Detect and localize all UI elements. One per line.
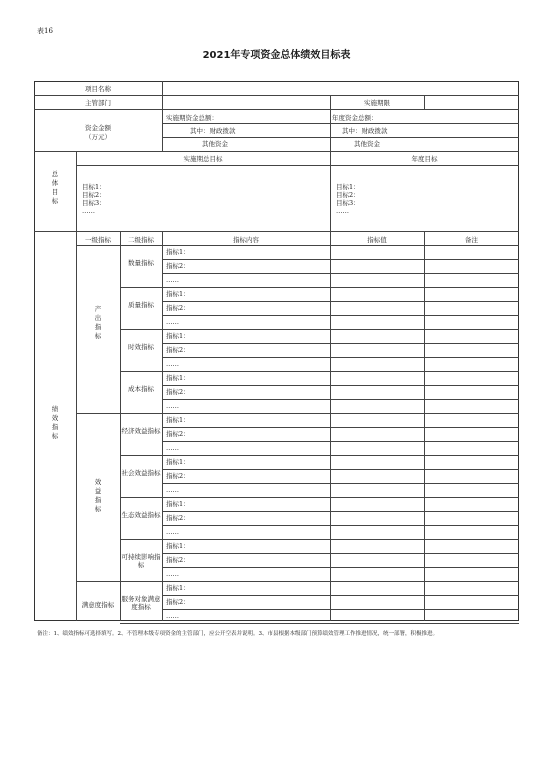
indicator-1: 指标1： [166,542,190,550]
overall-goal-label: 总体目标 [51,170,59,205]
table-rule [120,231,121,621]
indicator-1: 指标1： [166,332,190,340]
table-rule [120,581,519,582]
table-rule [76,165,519,166]
indicator-more: …… [166,612,179,620]
indicator-1: 指标1： [166,374,190,382]
page-title: 2021年专项资金总体绩效目标表 [202,50,351,61]
indicator-more: …… [166,360,179,368]
indicator-more: …… [166,402,179,410]
table-rule [424,231,425,621]
table-rule [76,245,519,246]
table-rule [76,151,77,621]
level2-sustainable: 可持续影响指标 [121,553,161,569]
table-rule [34,151,519,152]
level1-output: 产出指标 [94,305,102,340]
project-name-label: 项目名称 [85,85,111,93]
fiscal-funds-right: 其中：财政拨款 [342,127,388,135]
level2-timeliness: 时效指标 [128,343,154,351]
col-level2: 二级指标 [128,236,154,244]
indicator-2: 指标2： [166,388,190,396]
level2-quality: 质量指标 [128,301,154,309]
target-1: 目标1： [336,183,360,191]
table-rule [330,95,331,151]
indicator-2: 指标2： [166,262,190,270]
perf-indicator-label: 绩效指标 [51,405,59,440]
table-rule [120,287,519,288]
table-rule [162,609,519,610]
funds-unit: （万元） [85,133,111,141]
table-rule [162,81,163,151]
target-more: …… [336,207,349,215]
table-rule [162,231,163,621]
total-funds-year: 年度资金总额： [332,114,378,122]
level2-quantity: 数量指标 [128,259,154,267]
indicator-more: …… [166,276,179,284]
table-rule [162,399,519,400]
col-level1: 一级指标 [85,236,111,244]
table-rule [162,441,519,442]
table-rule [34,109,519,110]
target-2: 目标2： [82,191,106,199]
indicator-2: 指标2： [166,430,190,438]
table-rule [120,329,519,330]
total-funds-period: 实施期资金总额： [166,114,218,122]
table-rule [34,231,519,232]
table-rule [162,483,519,484]
level2-cost: 成本指标 [128,385,154,393]
table-rule [162,511,519,512]
target-3: 目标3： [82,199,106,207]
table-number: 表16 [37,27,53,35]
level2-economic: 经济效益指标 [121,427,161,435]
table-rule [162,525,519,526]
table-rule [162,259,519,260]
indicator-1: 指标1： [166,584,190,592]
table-rule [120,455,519,456]
table-rule [162,385,519,386]
funds-label: 资金金额 [85,124,111,132]
col-content: 指标内容 [233,236,259,244]
table-rule [162,123,519,124]
col-remark: 备注 [465,236,478,244]
table-rule [330,231,331,621]
table-rule [162,301,519,302]
footnote: 备注：1、绩效指标可选择填写。2、不管理本级专项资金的主管部门，应公开空表并说明。3、市县根据本级部门预算绩效管理工作推进情况，统一部署，积极推进。 [37,631,439,637]
level2-social: 社会效益指标 [121,469,161,477]
table-rule [330,151,331,231]
target-2: 目标2： [336,191,360,199]
table-rule [120,413,519,414]
table-rule [34,95,519,96]
indicator-more: …… [166,570,179,578]
indicator-more: …… [166,528,179,536]
indicator-2: 指标2： [166,304,190,312]
table-rule [162,273,519,274]
level1-benefit: 效益指标 [94,478,102,513]
table-rule [424,95,425,109]
table-rule [162,553,519,554]
target-1: 目标1： [82,183,106,191]
level2-service: 服务对象满意度指标 [121,595,161,611]
indicator-2: 指标2： [166,346,190,354]
table-rule [162,137,519,138]
table-rule [120,623,519,624]
indicator-2: 指标2： [166,514,190,522]
target-3: 目标3： [336,199,360,207]
other-funds-left: 其他资金 [202,140,228,148]
indicator-1: 指标1： [166,500,190,508]
table-rule [120,539,519,540]
col-value: 指标值 [367,236,387,244]
period-targets [82,183,106,215]
table-rule [162,357,519,358]
table-rule [120,497,519,498]
indicator-2: 指标2： [166,556,190,564]
indicator-1: 指标1： [166,458,190,466]
table-rule [162,343,519,344]
level1-satisfaction: 满意度指标 [81,601,115,609]
table-rule [162,469,519,470]
indicator-1: 指标1： [166,248,190,256]
target-more: …… [82,207,95,215]
indicator-more: …… [166,486,179,494]
indicator-more: …… [166,318,179,326]
level2-ecological: 生态效益指标 [121,511,161,519]
table-rule [162,567,519,568]
indicator-2: 指标2： [166,472,190,480]
indicator-1: 指标1： [166,290,190,298]
period-goal-header: 实施期总目标 [183,155,223,163]
annual-goal-header: 年度目标 [411,155,438,163]
table-rule [120,371,519,372]
indicator-1: 指标1： [166,416,190,424]
table-rule [162,427,519,428]
indicator-more: …… [166,444,179,452]
fiscal-funds-left: 其中：财政拨款 [190,127,236,135]
table-rule [162,315,519,316]
table-rule [76,413,120,414]
period-label: 实施期限 [364,99,390,107]
other-funds-right: 其他资金 [354,140,380,148]
table-rule [162,595,519,596]
department-label: 主管部门 [85,99,111,107]
table-rule [76,581,120,582]
indicator-2: 指标2： [166,598,190,606]
annual-targets [336,183,360,215]
